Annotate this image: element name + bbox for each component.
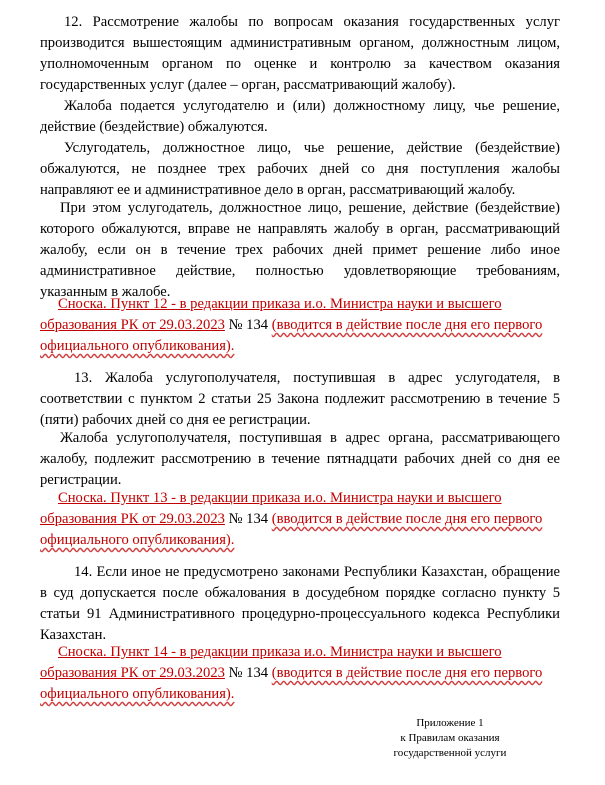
footnote-12-effective: (вводится в действие после дня его первого официального опубликования). (40, 317, 543, 354)
footnote-14-link[interactable]: Сноска. Пункт 14 - в редакции приказа и.о. Министра науки и высшего образования РК от 29.03.2023 (40, 644, 502, 681)
footnote-13-number: № 134 (228, 511, 269, 527)
paragraph-13: 13. Жалоба услугополучателя, поступившая в адрес услугодателя, в соответствии с пунктом 2 статьи 25 Закона подлежит рассмотрению в течение 5 (пяти) рабочих дней со дня ее регистрации. (40, 370, 560, 428)
paragraph-13-review-period: Жалоба услугополучателя, поступившая в адрес органа, рассматривающего жалобу, подлежит рассмотрению в течение пятнадцати рабочих дней со дня ее регистрации. (40, 430, 560, 488)
footnote-12-link[interactable]: Сноска. Пункт 12 - в редакции приказа и.о. Министра науки и высшего образования РК от 29.03.2023 (40, 296, 502, 333)
footnote-13 (40, 488, 580, 551)
paragraph-12-complaint-submission: Жалоба подается услугодателю и (или) должностному лицу, чье решение, действие (бездействие) обжалуются. (40, 98, 560, 135)
paragraph-12: 12. Рассмотрение жалобы по вопросам оказания государственных услуг производится вышестоящим административным органом, должностным лицом, уполномоченным органом по оценке и контролю за качеством оказания государственных услуг (далее – орган, рассматривающий жалобу). (40, 14, 560, 93)
footnote-14 (40, 642, 580, 705)
paragraph-12-forwarding: Услугодатель, должностное лицо, чье решение, действие (бездействие) обжалуются, не позднее трех рабочих дней со дня поступления жалобы направляют ее и административное дело в орган, рассматривающий жалобу. (40, 140, 560, 198)
footnote-12 (40, 294, 580, 357)
footnote-14-number: № 134 (228, 665, 269, 681)
appendix-rules-ref: к Правилам оказания (400, 732, 500, 744)
paragraph-12-exception: При этом услугодатель, должностное лицо, решение, действие (бездействие) которого обжалуются, вправе не направлять жалобу в орган, рассматривающий жалобу, если он в течение трех рабочих дней примет решение либо иное административное действие, полностью удовлетворяющие требованиям, указанным в жалобе. (40, 200, 560, 300)
footnote-13-link[interactable]: Сноска. Пункт 13 - в редакции приказа и.о. Министра науки и высшего образования РК от 29.03.2023 (40, 490, 502, 527)
paragraph-14: 14. Если иное не предусмотрено законами Республики Казахстан, обращение в суд допускается после обжалования в досудебном порядке согласно пункту 5 статьи 91 Административного процедурно-процессуального кодекса Республики Казахстан. (40, 564, 560, 643)
appendix-service-ref: государственной услуги (393, 747, 507, 759)
footnote-14-effective: (вводится в действие после дня его первого официального опубликования). (40, 665, 543, 702)
footnote-13-effective: (вводится в действие после дня его первого официального опубликования). (40, 511, 543, 548)
appendix-heading (380, 716, 520, 761)
footnote-12-number: № 134 (228, 317, 269, 333)
appendix-title: Приложение 1 (416, 717, 484, 729)
